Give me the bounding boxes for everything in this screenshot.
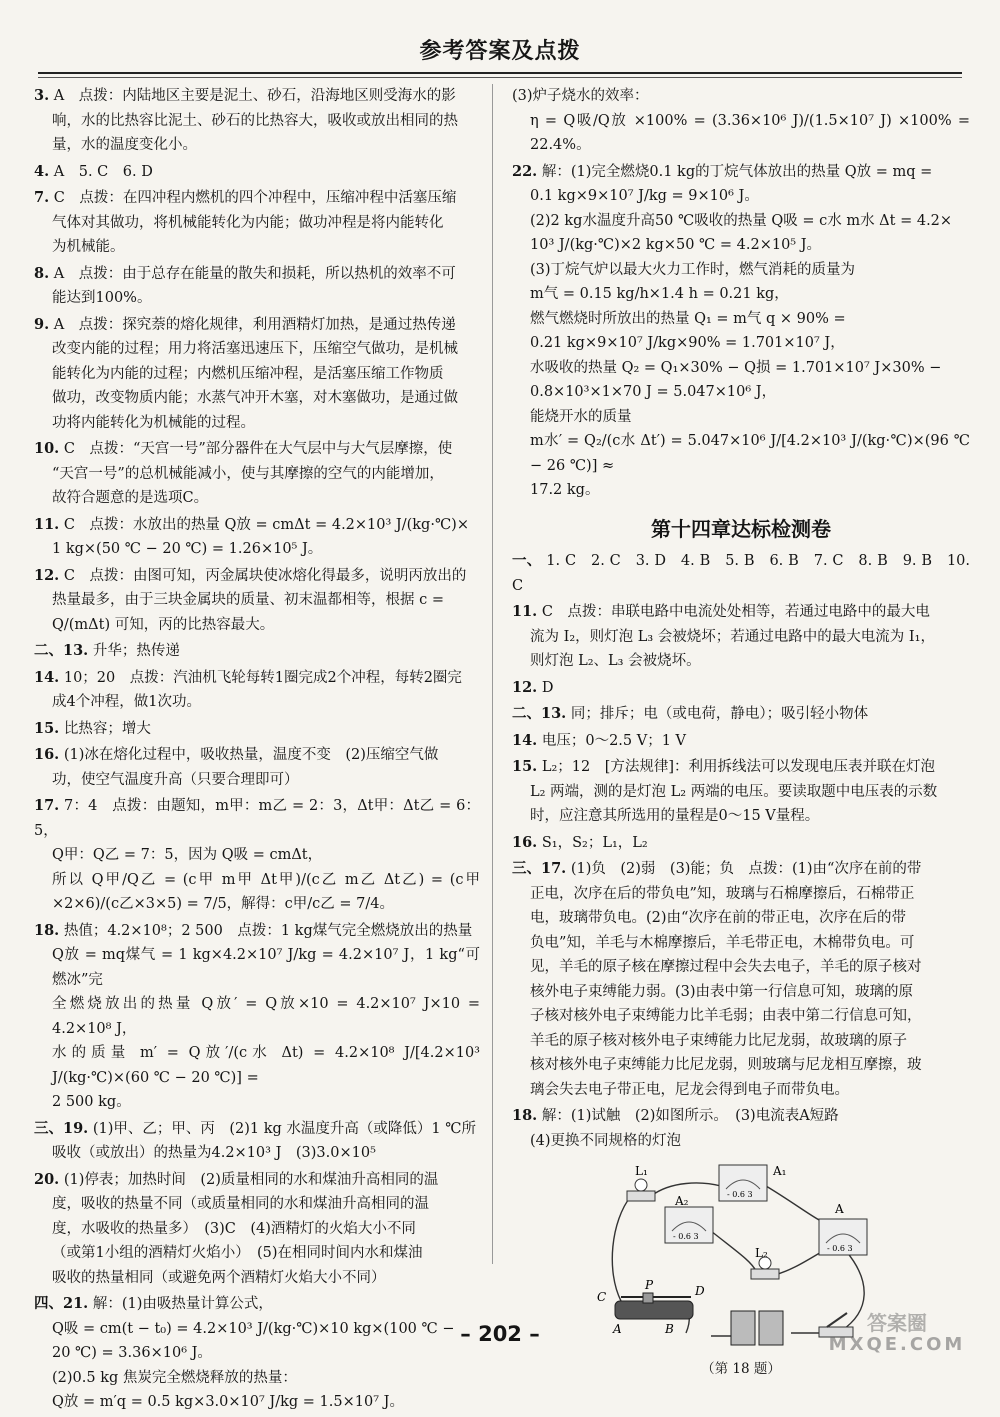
answer-line: 1 kg×(50 ℃ − 20 ℃) = 1.26×10⁵ J。 — [52, 541, 323, 557]
answer-item — [34, 186, 480, 260]
answer-line: 同；排斥；电（或电荷，静电）；吸引轻小物体 — [570, 706, 869, 722]
watermark — [812, 1310, 982, 1356]
answer-number: 18. — [34, 921, 60, 939]
label-l1: L₁ — [635, 1164, 648, 1178]
answer-line: 0.21 kg×9×10⁷ J/kg×90% = 1.701×10⁷ J， — [530, 335, 845, 351]
lamp-l1 — [627, 1179, 655, 1201]
page-header — [38, 30, 962, 74]
answer-line: 能转化为内能的过程；内燃机压缩冲程，是活塞压缩工作物质 — [52, 365, 444, 382]
answer-number: 18. — [512, 1107, 538, 1124]
answer-line: 0.1 kg×9×10⁷ J/kg = 9×10⁶ J。 — [530, 188, 759, 204]
answer-line: (1)停表；加热时间 (2)质量相同的水和煤油升高相同的温 — [63, 1171, 439, 1188]
answer-line: S₁，S₂；L₁，L₂ — [541, 834, 648, 851]
answer-number: 20. — [34, 1170, 60, 1188]
answer-line: 核对核外电子束缚能力比尼龙弱，则玻璃与尼龙相互摩擦，玻 — [530, 1057, 922, 1073]
answer-item — [34, 794, 480, 917]
answer-number: 15. — [34, 719, 60, 737]
answer-line: 负电”知，羊毛与木棉摩擦后，羊毛带正电，木棉带负电。可 — [530, 934, 915, 951]
answer-line: 解：(1)试触 (2)如图所示。 (3)电流表A短路 — [541, 1108, 839, 1124]
answer-item — [34, 743, 480, 792]
answer-number: 四、21. — [34, 1295, 89, 1312]
right-top-answers — [512, 84, 970, 503]
answer-line: Q甲：Q乙 = 7：5，因为 Q吸 = cmΔt， — [52, 847, 323, 863]
answer-line: 解：(1)由吸热量计算公式， — [92, 1296, 273, 1312]
answer-item — [34, 262, 480, 311]
answer-item — [512, 84, 970, 158]
label-b: B — [665, 1322, 674, 1336]
answer-item — [34, 919, 480, 1115]
figure-caption: （第 18 题） — [701, 1360, 781, 1377]
answer-line: η = Q吸/Q放 ×100% = (3.36×10⁶ J)/(1.5×10⁷ J) ×100% = 22.4%。 — [530, 112, 970, 153]
answer-line: 故符合题意的是选项C。 — [52, 490, 209, 506]
answer-line: 度，水吸收的热量多） (3)C (4)酒精灯的火焰大小不同 — [52, 1220, 416, 1237]
answer-number: 15. — [512, 758, 538, 775]
answer-item — [512, 702, 970, 727]
answer-number: 14. — [512, 731, 538, 749]
answer-line: 成4个冲程，做1次功。 — [52, 694, 201, 710]
answer-line: 0.8×10³×1×70 J = 5.047×10⁶ J， — [530, 384, 777, 400]
answer-line: A 点拨：探究萘的熔化规律，利用酒精灯加热，是通过热传递 — [53, 316, 456, 333]
answer-item — [34, 717, 480, 742]
answer-line: 则灯泡 L₂、L₃ 会被烧坏。 — [530, 653, 701, 669]
answer-line: 改变内能的过程；用力将活塞迅速压下，压缩空气做功，是机械 — [52, 341, 458, 357]
answer-line: 子核对核外电子束缚能力比羊毛弱；由表中第二行信息可知， — [530, 1008, 922, 1024]
answer-item — [34, 313, 480, 436]
answer-line: 全燃烧放出的热量 Q放′ = Q放×10 = 4.2×10⁷ J×10 = 4.2×10⁸ J， — [52, 996, 480, 1037]
watermark-logo-text: 答案圈 — [867, 1311, 927, 1334]
answer-line: 2 500 kg。 — [52, 1094, 131, 1110]
answer-line: 度，吸收的热量不同（或质量相同的水和煤油升高相同的温 — [52, 1196, 429, 1212]
answer-line: 升华；热传递 — [92, 643, 180, 659]
answer-number: 16. — [512, 833, 538, 851]
answer-line: 电，玻璃带负电。(2)由“次序在前的带正电，次序在后的带 — [530, 910, 906, 926]
answer-line: 功将内能转化为机械能的过程。 — [52, 414, 255, 431]
answer-line: 电压；0～2.5 V；1 V — [541, 732, 687, 749]
scale-a2: - 0.6 3 — [673, 1232, 699, 1241]
answer-line: 7：4 点拨：由题知，m甲：m乙 = 2：3，Δt甲：Δt乙 = 6：5， — [34, 798, 480, 839]
answer-number: 17. — [34, 797, 60, 814]
lamp-l2 — [751, 1257, 779, 1279]
answer-line: 量，水的温度变化小。 — [52, 137, 197, 153]
answer-item — [34, 639, 480, 664]
answer-line: (3)炉子烧水的效率： — [512, 88, 649, 104]
scale-a1: - 0.6 3 — [727, 1190, 753, 1199]
answer-line: (1)甲、乙；甲、丙 (2)1 kg 水温度升高（或降低）1 ℃所 — [92, 1120, 476, 1137]
answer-number: 二、13. — [34, 642, 89, 659]
answer-item — [34, 437, 480, 511]
answer-line: 璃会失去电子带正电，尼龙会得到电子而带负电。 — [530, 1081, 849, 1098]
answer-line: A 点拨：由于总存在能量的散失和损耗，所以热机的效率不可 — [53, 265, 456, 282]
header-rule-thin — [38, 77, 962, 78]
answer-line: Q/(mΔt) 可知，丙的比热容最大。 — [52, 616, 275, 633]
answer-item — [34, 666, 480, 715]
answer-item — [34, 84, 480, 158]
wire — [612, 1196, 631, 1301]
answer-line: C 点拨：串联电路中电流处处相等，若通过电路中的最大电 — [541, 604, 930, 620]
label-c: C — [597, 1290, 607, 1304]
answer-item — [512, 831, 970, 856]
answer-item — [34, 513, 480, 562]
answer-number: 11. — [34, 515, 60, 533]
answer-number: 二、13. — [512, 705, 567, 722]
answer-line: 吸收（或放出）的热量为4.2×10³ J (3)3.0×10⁵ — [52, 1145, 376, 1161]
answer-line: 功，使空气温度升高（只要合理即可） — [52, 771, 299, 788]
answer-line: 水吸收的热量 Q₂ = Q₁×30% − Q损 = 1.701×10⁷ J×30% − — [530, 359, 942, 376]
answer-line: C 点拨：“天宫一号”部分器件在大气层中与大气层摩擦，使 — [63, 441, 453, 457]
answer-line: （或第1小组的酒精灯火焰小） (5)在相同时间内水和煤油 — [52, 1245, 423, 1261]
answer-line: 做功，改变物质内能；水蒸气冲开木塞，对木塞做功，是通过做 — [52, 390, 458, 406]
answer-line: 能达到100%。 — [52, 290, 152, 306]
answer-item — [512, 600, 970, 674]
answer-line: 1. C 2. C 3. D 4. B 5. B 6. B 7. C 8. B 9. B 10. C — [512, 553, 971, 594]
answer-line: Q放 = mq煤气 = 1 kg×4.2×10⁷ J/kg = 4.2×10⁷ J，1 kg“可燃冰”完 — [52, 947, 480, 988]
right-bottom-answers — [512, 549, 970, 1153]
answer-line: 17.2 kg。 — [530, 482, 600, 498]
answer-number: 12. — [512, 678, 538, 696]
answer-number: 22. — [512, 162, 538, 180]
answer-line: A 点拨：内陆地区主要是泥土、砂石，沿海地区则受海水的影 — [53, 88, 456, 104]
answer-line: 10；20 点拨：汽油机飞轮每转1圈完成2个冲程，每转2圈完 — [63, 669, 462, 686]
answer-line: 能烧开水的质量 — [530, 408, 632, 425]
label-a: A — [835, 1202, 844, 1216]
answer-line: 10³ J/(kg·℃)×2 kg×50 ℃ = 4.2×10⁵ J。 — [530, 237, 822, 253]
left-column — [34, 84, 480, 1417]
label-a2: A₂ — [675, 1194, 689, 1208]
answer-line: Q放 = m′q = 0.5 kg×3.0×10⁷ J/kg = 1.5×10⁷ J。 — [52, 1394, 404, 1410]
answer-number: 16. — [34, 746, 60, 763]
answer-number: 14. — [34, 668, 60, 686]
answer-line: 水的质量 m′ = Q放′/(c水 Δt) = 4.2×10⁸ J/[4.2×10³ J/(kg·℃)×(60 ℃ − 20 ℃)] = — [52, 1045, 480, 1086]
scale-a: - 0.6 3 — [827, 1244, 853, 1253]
answer-item — [512, 676, 970, 701]
answer-number: 三、17. — [512, 860, 567, 877]
answer-number: 11. — [512, 603, 538, 620]
answer-number: 10. — [34, 440, 60, 457]
wire — [766, 1186, 821, 1221]
answer-line: 响，水的比热容比泥土、砂石的比热容大，吸收或放出相同的热 — [52, 112, 458, 129]
answer-number: 7. — [34, 189, 50, 206]
answer-item — [34, 1117, 480, 1166]
label-l2: L₂ — [755, 1246, 768, 1260]
answer-line: m气 = 0.15 kg/h×1.4 h = 0.21 kg， — [530, 286, 789, 302]
answer-line: 热量最多，由于三块金属块的质量、初末温都相等，根据 c = — [52, 592, 444, 608]
label-a-end: A — [613, 1322, 622, 1336]
answer-number: 9. — [34, 315, 50, 333]
answer-line: 热值；4.2×10⁸；2 500 点拨：1 kg煤气完全燃烧放出的热量 — [63, 922, 473, 939]
answer-line: 燃气燃烧时所放出的热量 Q₁ = m气 q × 90% = — [530, 310, 846, 327]
answer-item — [34, 1292, 480, 1415]
answer-line: 羊毛的原子核对核外电子束缚能力比尼龙弱，故玻璃的原子 — [530, 1032, 907, 1049]
watermark-text: MXQE.COM — [828, 1334, 966, 1355]
answer-line: C 点拨：水放出的热量 Q放 = cmΔt = 4.2×10³ J/(kg·℃)× — [63, 516, 469, 533]
answer-number: 3. — [34, 87, 50, 104]
answer-line: L₂ 两端，测的是灯泡 L₂ 两端的电压。要读取题中电压表的示数 — [530, 783, 938, 800]
answer-line: 解：(1)完全燃烧0.1 kg的丁烷气体放出的热量 Q放 = mq = — [541, 163, 933, 180]
answer-item — [512, 549, 970, 598]
page-number: – 202 – — [460, 1322, 540, 1346]
answer-line: (1)冰在熔化过程中，吸收热量，温度不变 (2)压缩空气做 — [63, 747, 439, 763]
answer-line: 为机械能。 — [52, 239, 125, 255]
answer-item — [512, 1104, 970, 1153]
section-title: 第十四章达标检测卷 — [651, 516, 831, 541]
answer-line: m水′ = Q₂/(c水 Δt′) = 5.047×10⁶ J/[4.2×10³ J/(kg·℃)×(96 ℃ − 26 ℃)] ≈ — [530, 433, 970, 474]
answer-line: C 点拨：由图可知，丙金属块使冰熔化得最多，说明丙放出的 — [63, 567, 467, 584]
answer-line: (1)负 (2)弱 (3)能；负 点拨：(1)由“次序在前的带 — [570, 861, 922, 877]
answer-line: A 5. C 6. D — [53, 163, 153, 180]
answer-number: 12. — [34, 566, 60, 584]
answer-line: 见，羊毛的原子核在摩擦过程中会失去电子，羊毛的原子核对 — [530, 959, 922, 975]
answer-line: 气体对其做功，将机械能转化为内能；做功冲程是将内能转化 — [52, 214, 444, 231]
right-column — [512, 84, 971, 1377]
wire — [711, 1231, 756, 1271]
answer-line: 流为 I₂，则灯泡 L₃ 会被烧坏；若通过电路中的最大电流为 I₁， — [530, 628, 935, 645]
rheostat — [615, 1293, 693, 1319]
watermark-logo — [812, 1310, 982, 1334]
answer-line: (3)丁烷气炉以最大火力工作时，燃气消耗的质量为 — [530, 261, 856, 278]
answer-number: 一、 — [512, 552, 542, 569]
answer-line: D — [541, 679, 554, 696]
header-rule — [38, 72, 962, 74]
answer-line: (2)2 kg水温度升高50 ℃吸收的热量 Q吸 = c水 m水 Δt = 4.2× — [530, 212, 953, 229]
answer-line: 所以 Q甲/Q乙 = (c甲 m甲 Δt甲)/(c乙 m乙 Δt乙) = (c甲×2×6)/(c乙×3×5) = 7/5，解得：c甲/c乙 = 7/4。 — [52, 871, 480, 912]
answer-item — [512, 729, 970, 754]
answer-number: 4. — [34, 162, 50, 180]
answer-item — [512, 857, 970, 1102]
answer-line: 核外电子束缚能力弱。(3)由表中第一行信息可知，玻璃的原 — [530, 983, 914, 1000]
answer-number: 三、19. — [34, 1119, 89, 1137]
label-a1: A₁ — [773, 1164, 787, 1178]
answer-line: “天宫一号”的总机械能减小，使与其摩擦的空气的内能增加， — [52, 465, 444, 482]
answer-item — [34, 1168, 480, 1291]
answer-line: Q吸 = cm(t − t₀) = 4.2×10³ J/(kg·℃)×10 kg×(100 ℃ − — [52, 1320, 455, 1337]
header-title: 参考答案及点拨 — [419, 39, 581, 64]
answer-line: 20 ℃) = 3.36×10⁶ J。 — [52, 1345, 212, 1361]
answer-line: (4)更换不同规格的灯泡 — [530, 1132, 682, 1149]
answer-line: 正电，次序在后的带负电”知，玻璃与石棉摩擦后，石棉带正 — [530, 885, 915, 902]
answer-item — [512, 755, 970, 829]
column-divider — [492, 84, 493, 1264]
answer-line: (2)0.5 kg 焦炭完全燃烧释放的热量： — [52, 1369, 297, 1386]
answer-number: 8. — [34, 264, 50, 282]
answer-line: 比热容；增大 — [63, 720, 151, 737]
answer-line: 吸收的热量相同（或避免两个酒精灯火焰大小不同） — [52, 1269, 386, 1286]
answer-item — [34, 564, 480, 638]
answer-item — [512, 160, 970, 503]
answer-line: 时，应注意其所选用的量程是0～15 V量程。 — [530, 808, 820, 824]
label-d: D — [695, 1284, 705, 1298]
label-p: P — [645, 1278, 654, 1292]
answer-line: L₂；12 [方法规律]：利用拆线法可以发现电压表并联在灯泡 — [541, 759, 936, 775]
answer-line: C 点拨：在四冲程内燃机的四个冲程中，压缩冲程中活塞压缩 — [53, 190, 457, 206]
answer-item — [34, 160, 480, 185]
